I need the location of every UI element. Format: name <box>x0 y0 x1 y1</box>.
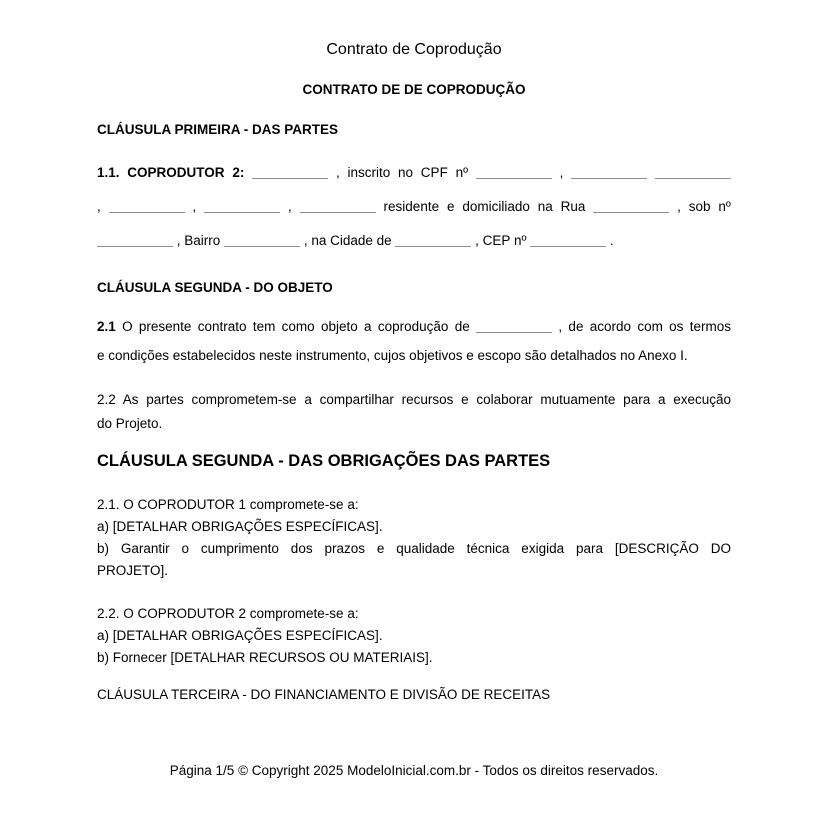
cooperation-paragraph-2-2 <box>97 388 731 436</box>
paragraph-line: a) [DETALHAR OBRIGAÇÕES ESPECÍFICAS]. <box>97 519 383 534</box>
paragraph-line: , Bairro , na Cidade de , CEP nº . <box>97 224 731 258</box>
paragraph-line: , , , residente e domiciliado na Rua , sob nº <box>97 199 731 214</box>
clause-2-obligations-heading: CLÁUSULA SEGUNDA - DAS OBRIGAÇÕES DAS PARTES <box>97 452 551 470</box>
fill-in-blank-line <box>252 167 328 179</box>
clause-2-object-heading: CLÁUSULA SEGUNDA - DO OBJETO <box>97 280 333 295</box>
fill-in-blank-line <box>224 235 300 247</box>
fill-in-blank-line <box>476 167 552 179</box>
paragraph-line: 2.2 As partes comprometem-se a compartilhar recursos e colaborar mutuamente para a execução <box>97 392 731 407</box>
paragraph-line: e condições estabelecidos neste instrumento, cujos objetivos e escopo são detalhados no Anexo I. <box>97 348 688 363</box>
fill-in-blank-line <box>655 167 731 179</box>
coproducer-2-party-paragraph <box>97 156 731 258</box>
paragraph-line: 2.2. O COPRODUTOR 2 compromete-se a: <box>97 606 359 621</box>
fill-in-blank-line <box>571 167 647 179</box>
paragraph-line: b) Garantir o cumprimento dos prazos e qualidade técnica exigida para [DESCRIÇÃO DO <box>97 541 731 556</box>
fill-in-blank-line <box>97 235 173 247</box>
object-paragraph-2-1 <box>97 312 731 370</box>
coproducer-2-obligations-list <box>97 603 731 669</box>
paragraph-line: 1.1. COPRODUTOR 2: , inscrito no CPF nº , <box>97 156 731 190</box>
page-footer: Página 1/5 © Copyright 2025 ModeloInicial.com.br - Todos os direitos reservados. <box>169 763 659 778</box>
fill-in-blank-line <box>593 201 669 213</box>
paragraph-line: 2.1. O COPRODUTOR 1 compromete-se a: <box>97 497 359 512</box>
clause-3-financing-heading: CLÁUSULA TERCEIRA - DO FINANCIAMENTO E DIVISÃO DE RECEITAS <box>97 687 551 702</box>
fill-in-blank-line <box>476 321 552 333</box>
coproducer-1-obligations-list <box>97 494 731 582</box>
fill-in-blank-line <box>530 235 606 247</box>
fill-in-blank-line <box>204 201 280 213</box>
fill-in-blank-line <box>109 201 185 213</box>
contract-heading: CONTRATO DE DE COPRODUÇÃO <box>302 82 526 97</box>
paragraph-line: PROJETO]. <box>97 563 169 578</box>
clause-1-parties-heading: CLÁUSULA PRIMEIRA - DAS PARTES <box>97 122 339 137</box>
paragraph-line: do Projeto. <box>97 416 163 431</box>
fill-in-blank-line <box>395 235 471 247</box>
fill-in-blank-line <box>300 201 376 213</box>
paragraph-line: b) Fornecer [DETALHAR RECURSOS OU MATERIAIS]. <box>97 650 433 665</box>
paragraph-line: a) [DETALHAR OBRIGAÇÕES ESPECÍFICAS]. <box>97 628 383 643</box>
document-title: Contrato de Coprodução <box>326 41 502 58</box>
paragraph-line: 2.1 O presente contrato tem como objeto a coprodução de , de acordo com os termos <box>97 319 731 334</box>
